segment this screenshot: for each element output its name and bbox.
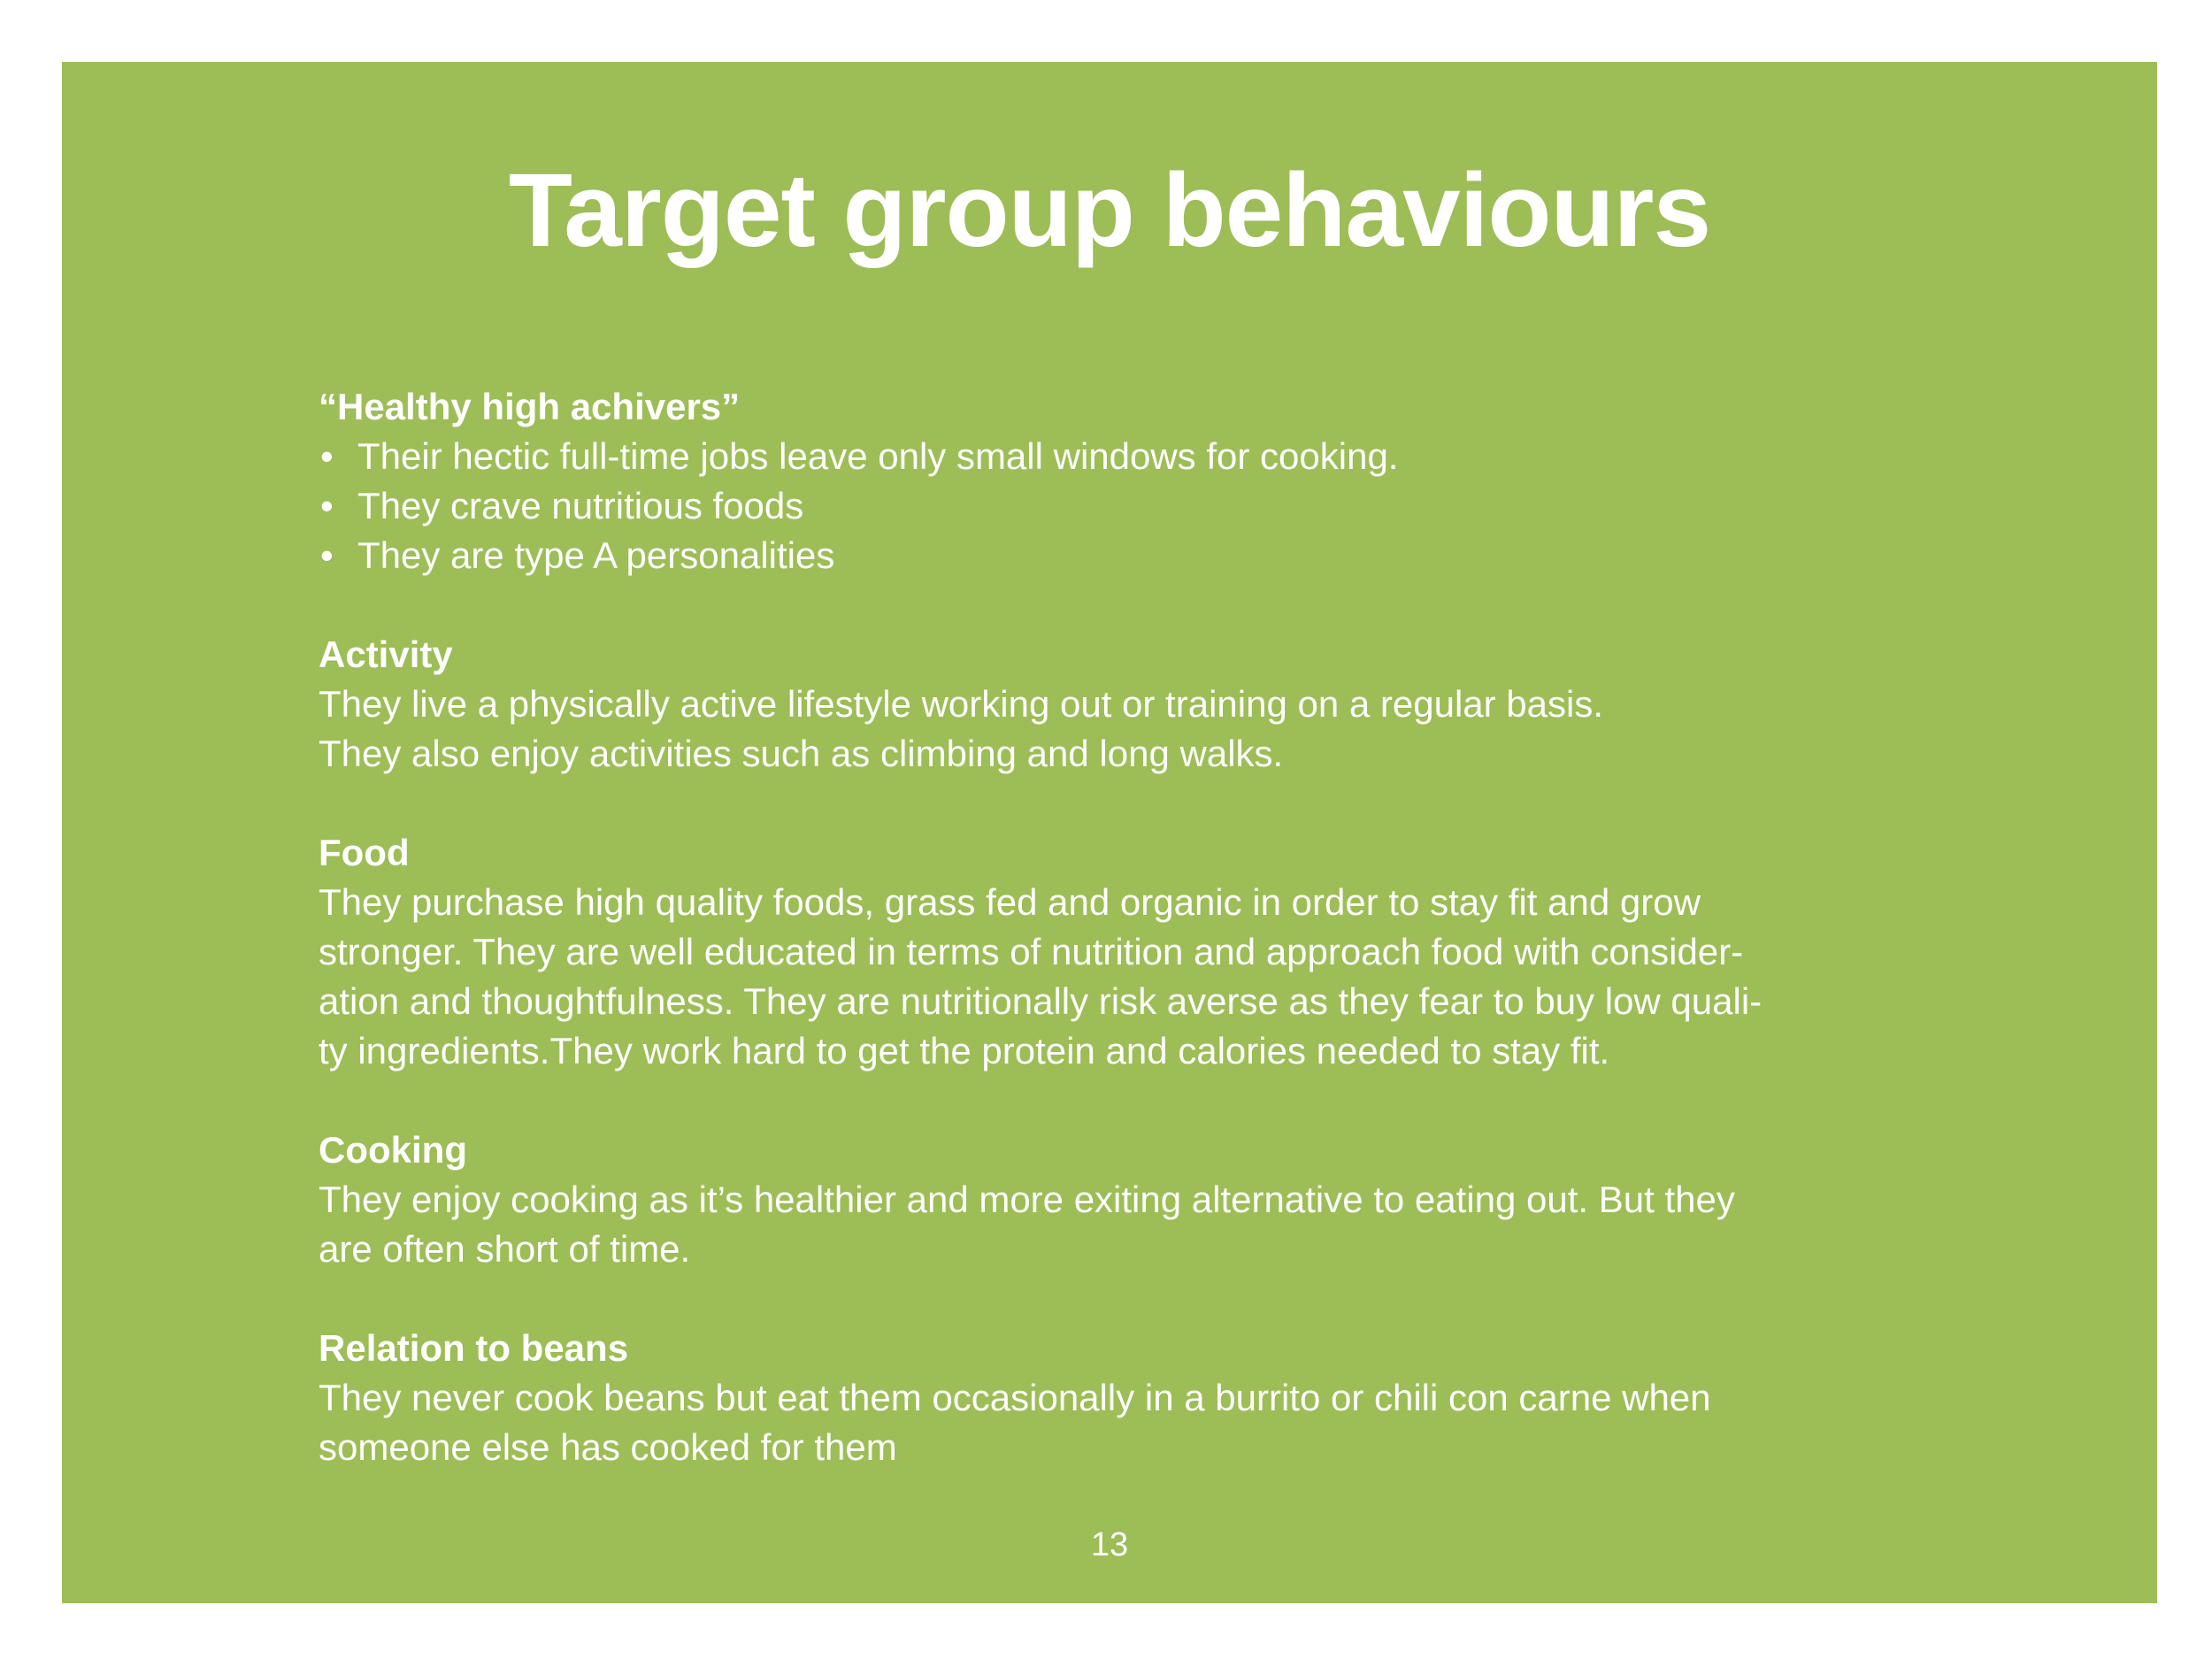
slide-title: Target group behaviours	[508, 152, 1711, 269]
slide	[62, 62, 2157, 1603]
persona-heading: “Healthy high achivers”	[319, 386, 741, 427]
persona-bullet-list	[319, 432, 1982, 580]
food-line: stronger. They are well educated in terms of nutrition and approach food with consider-	[319, 931, 1744, 972]
food-line: They purchase high quality foods, grass fed and organic in order to stay fit and grow	[319, 881, 1701, 923]
section-activity	[319, 630, 1982, 779]
persona-bullet: • They are type A personalities	[319, 531, 1982, 580]
cooking-line: are often short of time.	[319, 1228, 691, 1270]
cooking-heading: Cooking	[319, 1129, 467, 1171]
food-line: ty ingredients.They work hard to get the protein and calories needed to stay fit.	[319, 1030, 1610, 1071]
section-persona	[319, 382, 1982, 580]
activity-line: They also enjoy activities such as climbing and long walks.	[319, 733, 1284, 774]
page-number: 13	[1090, 1526, 1129, 1563]
beans-heading: Relation to beans	[319, 1327, 629, 1369]
activity-line: They live a physically active lifestyle working out or training on a regular basis.	[319, 683, 1604, 725]
food-line: ation and thoughtfulness. They are nutritionally risk averse as they fear to buy low quali-	[319, 980, 1763, 1022]
slide-content	[319, 382, 1982, 1472]
section-beans	[319, 1324, 1982, 1472]
beans-line: someone else has cooked for them	[319, 1426, 897, 1468]
persona-bullet: • Their hectic full-time jobs leave only small windows for cooking.	[319, 432, 1982, 481]
section-food	[319, 828, 1982, 1076]
food-heading: Food	[319, 832, 410, 873]
beans-line: They never cook beans but eat them occasionally in a burrito or chili con carne when	[319, 1377, 1711, 1418]
cooking-line: They enjoy cooking as it’s healthier and more exiting alternative to eating out. But they	[319, 1179, 1735, 1220]
persona-bullet: • They crave nutritious foods	[319, 481, 1982, 531]
section-cooking	[319, 1125, 1982, 1274]
activity-heading: Activity	[319, 634, 453, 675]
